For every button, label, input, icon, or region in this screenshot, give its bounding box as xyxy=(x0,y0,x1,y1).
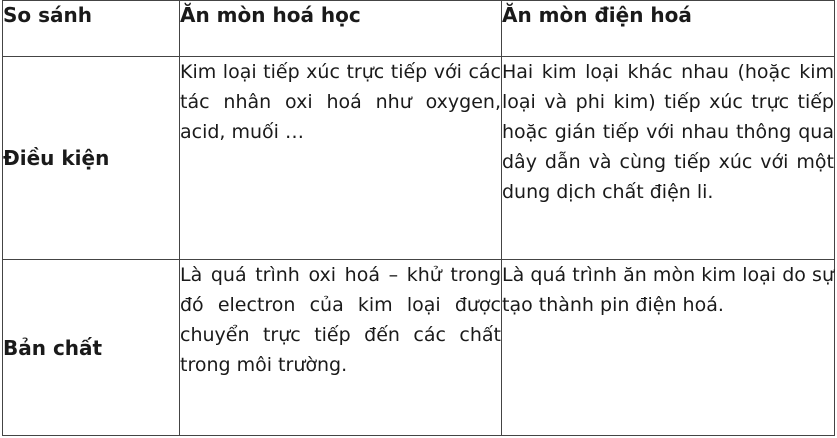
row-label-nature: Bản chất xyxy=(3,260,180,436)
header-chemical-corrosion: Ăn mòn hoá học xyxy=(180,1,502,57)
table-header-row xyxy=(3,1,835,57)
table-row xyxy=(3,260,835,436)
header-compare: So sánh xyxy=(3,1,180,57)
table-row xyxy=(3,57,835,260)
header-electrochemical-corrosion: Ăn mòn điện hoá xyxy=(502,1,835,57)
row-label-conditions: Điều kiện xyxy=(3,57,180,260)
comparison-table xyxy=(2,0,835,436)
cell-chemical-nature: Là quá trình oxi hoá – khử trong đó electron của kim loại được chuyển trực tiếp đến các chất trong môi trường. xyxy=(180,260,502,436)
cell-chemical-conditions: Kim loại tiếp xúc trực tiếp với các tác nhân oxi hoá như oxygen, acid, muối … xyxy=(180,57,502,260)
cell-electrochemical-nature: Là quá trình ăn mòn kim loại do sự tạo thành pin điện hoá. xyxy=(502,260,835,436)
cell-electrochemical-conditions: Hai kim loại khác nhau (hoặc kim loại và phi kim) tiếp xúc trực tiếp hoặc gián tiếp với nhau thông qua dây dẫn và cùng tiếp xúc với một dung dịch chất điện li. xyxy=(502,57,835,260)
